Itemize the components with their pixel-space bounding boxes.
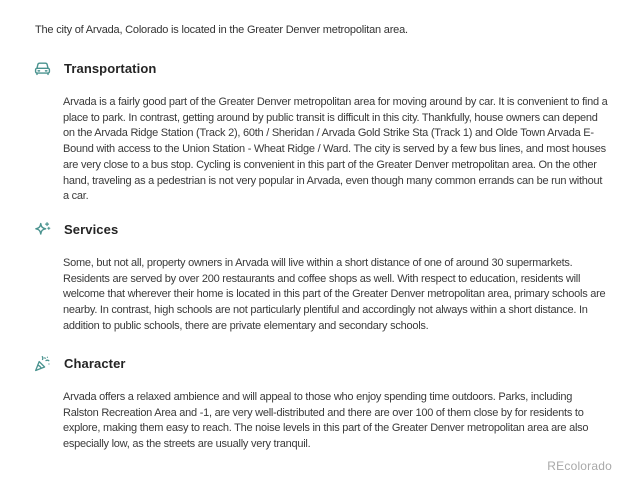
section-services xyxy=(32,219,610,335)
sparkles-icon xyxy=(32,219,53,240)
recolorado-watermark: REcolorado xyxy=(547,459,612,473)
section-services-body: Some, but not all, property owners in Arvada will live within a short distance of one of around 30 supermarkets. Residents are served by over 200 restaurants and coffee shops as well. With respect to education, residents will welcome that wherever their home is located in this part of the Greater Denver metropolitan area, primary schools are nearby. In contrast, high schools are not particularly plentiful and accordingly not always within a short distance. In addition to public schools, there are private elementary and secondary schools. xyxy=(63,257,606,332)
section-character xyxy=(32,353,610,453)
section-transportation xyxy=(32,58,610,205)
section-transportation-header xyxy=(32,58,610,79)
section-character-body: Arvada offers a relaxed ambience and will appeal to those who enjoy spending time outdoors. Parks, including Ralston Recreation Area and -1, are very well-distributed and there are over 100 of them close by for residents to explore, making them easy to reach. The noise levels in this part of the Greater Denver metropolitan area are also especially low, as the streets are usually very tranquil. xyxy=(63,391,589,451)
section-services-header xyxy=(32,219,610,240)
section-transportation-title: Transportation xyxy=(64,61,157,76)
section-transportation-body: Arvada is a fairly good part of the Greater Denver metropolitan area for moving around by car. It is convenient to find a place to park. In contrast, getting around by public transit is difficult in this city. Thankfully, house owners can depend on the Arvada Ridge Station (Track 2), 60th / Sheridan / Arvada Gold Strike Sta (Track 1) and Olde Town Arvada E-Bound with access to the Union Station - Wheat Ridge / Ward. The city is served by a few bus lines, and most houses are very close to a bus stop. Cycling is convenient in this part of the Greater Denver metropolitan area. On the other hand, traveling as a pedestrian is not very popular in Arvada, even though many common errands can be run without a car. xyxy=(63,96,608,203)
section-services-title: Services xyxy=(64,222,119,237)
section-character-title: Character xyxy=(64,356,126,371)
intro-text: The city of Arvada, Colorado is located in the Greater Denver metropolitan area. xyxy=(35,24,408,36)
party-popper-icon xyxy=(32,353,53,374)
car-icon xyxy=(32,58,53,79)
section-character-header xyxy=(32,353,610,374)
